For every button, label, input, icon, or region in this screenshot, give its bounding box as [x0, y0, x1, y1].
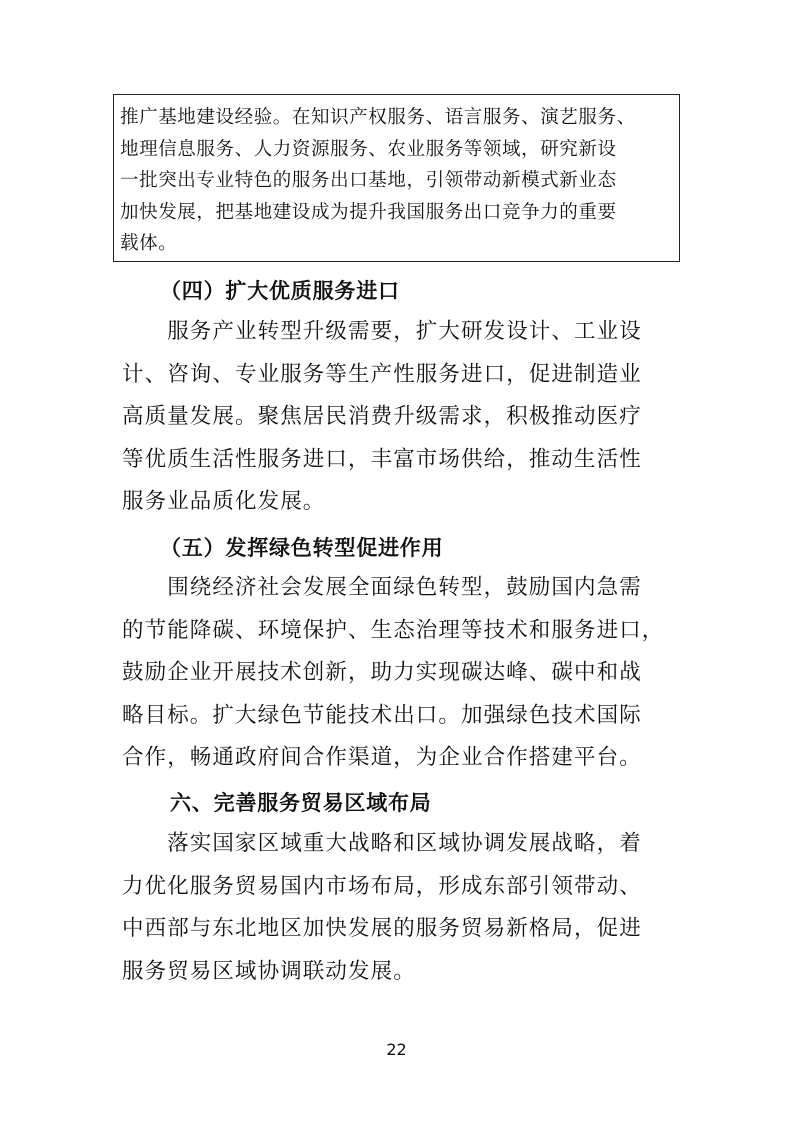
paragraph-line: 服务业品质化发展。 [122, 489, 326, 514]
section-heading-4: （四）扩大优质服务进口 [160, 279, 400, 303]
paragraph-line: 围绕经济社会发展全面绿色转型，鼓励国内急需 [122, 575, 642, 600]
page-number: 22 [386, 1040, 407, 1059]
box-line: 载体。 [120, 233, 178, 254]
paragraph-line: 略目标。扩大绿色节能技术出口。加强绿色技术国际 [122, 702, 642, 728]
paragraph-line: 中西部与东北地区加快发展的服务贸易新格局，促进 [122, 916, 642, 941]
paragraph-line: 服务贸易区域协调联动发展。 [122, 958, 416, 984]
paragraph-line: 落实国家区域重大战略和区域协调发展战略，着 [122, 831, 642, 856]
paragraph-line: 鼓励企业开展技术创新，助力实现碳达峰、碳中和战 [122, 660, 642, 685]
section-paragraph-5 [122, 567, 664, 780]
box-line: 加快发展，把基地建设成为提升我国服务出口竞争力的重要 [120, 201, 617, 223]
paragraph-line: 服务产业转型升级需要，扩大研发设计、工业设 [122, 319, 642, 344]
paragraph-line: 等优质生活性服务进口，丰富市场供给，推动生活性 [122, 446, 642, 472]
box-line: 地理信息服务、人力资源服务、农业服务等领域，研究新设 [120, 138, 617, 160]
paragraph-line: 高质量发展。聚焦居民消费升级需求，积极推动医疗 [122, 404, 642, 429]
boxed-text-block [113, 94, 680, 262]
paragraph-line: 力优化服务贸易国内市场布局，形成东部引领带动、 [122, 873, 642, 899]
paragraph-line: 计、咨询、专业服务等生产性服务进口，促进制造业 [122, 361, 642, 387]
section-heading-6: 六、完善服务贸易区域布局 [170, 791, 432, 815]
section-paragraph-6 [122, 823, 642, 993]
paragraph-line: 合作，畅通政府间合作渠道，为企业合作搭建平台。 [122, 745, 642, 770]
section-paragraph-4 [122, 311, 642, 524]
paragraph-line: 的节能降碳、环境保护、生态治理等技术和服务进口， [122, 617, 665, 643]
box-line: 一批突出专业特色的服务出口基地，引领带动新模式新业态 [120, 170, 617, 191]
box-line: 推广基地建设经验。在知识产权服务、语言服务、演艺服务、 [120, 107, 636, 128]
section-heading-5: （五）发挥绿色转型促进作用 [160, 536, 444, 560]
